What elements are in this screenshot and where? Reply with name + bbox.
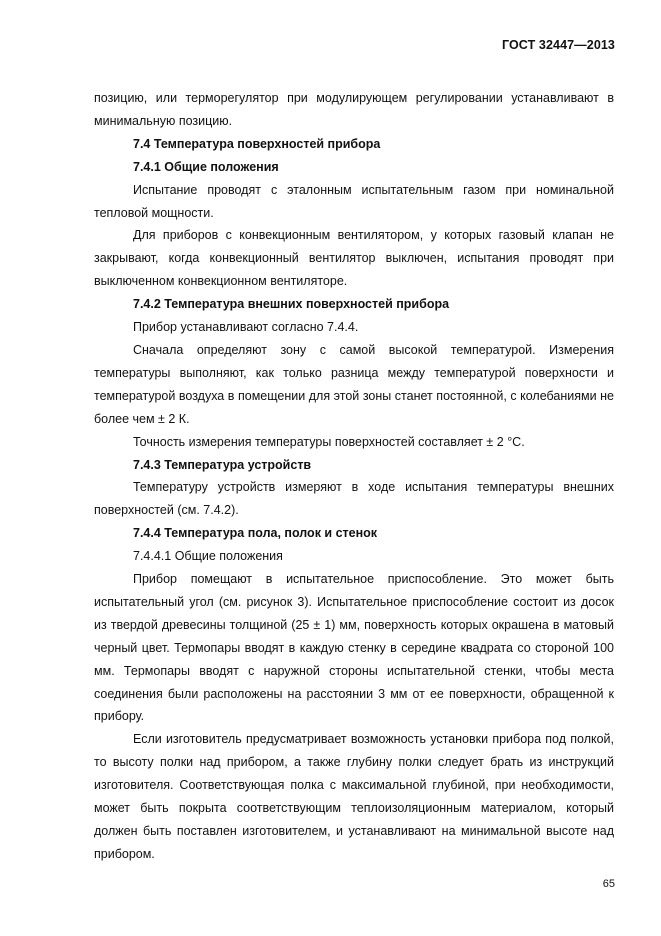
paragraph: Прибор устанавливают согласно 7.4.4.	[133, 320, 359, 335]
section-heading: 7.4.2 Температура внешних поверхностей прибора	[133, 297, 450, 312]
section-heading: 7.4.3 Температура устройств	[133, 457, 312, 472]
section-heading: 7.4 Температура поверхностей прибора	[133, 136, 381, 151]
paragraph: Прибор помещают в испытательное приспособление. Это может быть испытательный угол (см. рисунок 3). Испытательное приспособление состоит из досок из твердой древесины толщиной (25 ± 1) мм, поверхность которых окрашена в матовый черный цвет. Термопары вводят в каждую стенку в середине квадрата со стороной 100 мм. Термопары вводят с наружной стороны испытательной стенки, чтобы места соединения были расположены на расстоянии 3 мм от ее поверхности, обращенной к прибору.	[94, 572, 614, 724]
section-heading: 7.4.4 Температура пола, полок и стенок	[133, 526, 378, 541]
subsection-heading: 7.4.4.1 Общие положения	[133, 549, 283, 564]
paragraph: Испытание проводят с эталонным испытательным газом при номинальной тепловой мощности.	[94, 182, 614, 220]
paragraph: Точность измерения температуры поверхностей составляет ± 2 °С.	[133, 434, 525, 449]
page-number: 65	[602, 878, 615, 890]
paragraph: Сначала определяют зону с самой высокой температурой. Измерения температуры выполняют, как только разница между температурой поверхности и температурой воздуха в помещении для этой зоны станет постоянной, с колебаниями не более чем ± 2 К.	[94, 342, 614, 426]
paragraph: Температуру устройств измеряют в ходе испытания температуры внешних поверхностей (см. 7.4.2).	[94, 480, 614, 518]
paragraph: Если изготовитель предусматривает возможность установки прибора под полкой, то высоту полки над прибором, а также глубину полки следует брать из инструкций изготовителя. Соответствующая полка с максимальной глубиной, при необходимости, может быть покрыта соответствующим теплоизоляционным материалом, который должен быть поставлен изготовителем, и устанавливают на минимальной высоте над прибором.	[94, 732, 614, 861]
document-body	[94, 87, 614, 866]
paragraph: позицию, или терморегулятор при модулирующем регулировании устанавливают в минимальную позицию.	[94, 91, 614, 128]
document-header	[502, 38, 615, 52]
standard-number: ГОСТ 32447—2013	[501, 38, 615, 52]
paragraph: Для приборов с конвекционным вентилятором, у которых газовый клапан не закрывают, когда конвекционный вентилятор выключен, испытания проводят при выключенном конвекционном вентиляторе.	[94, 228, 614, 289]
section-heading: 7.4.1 Общие положения	[133, 159, 279, 174]
